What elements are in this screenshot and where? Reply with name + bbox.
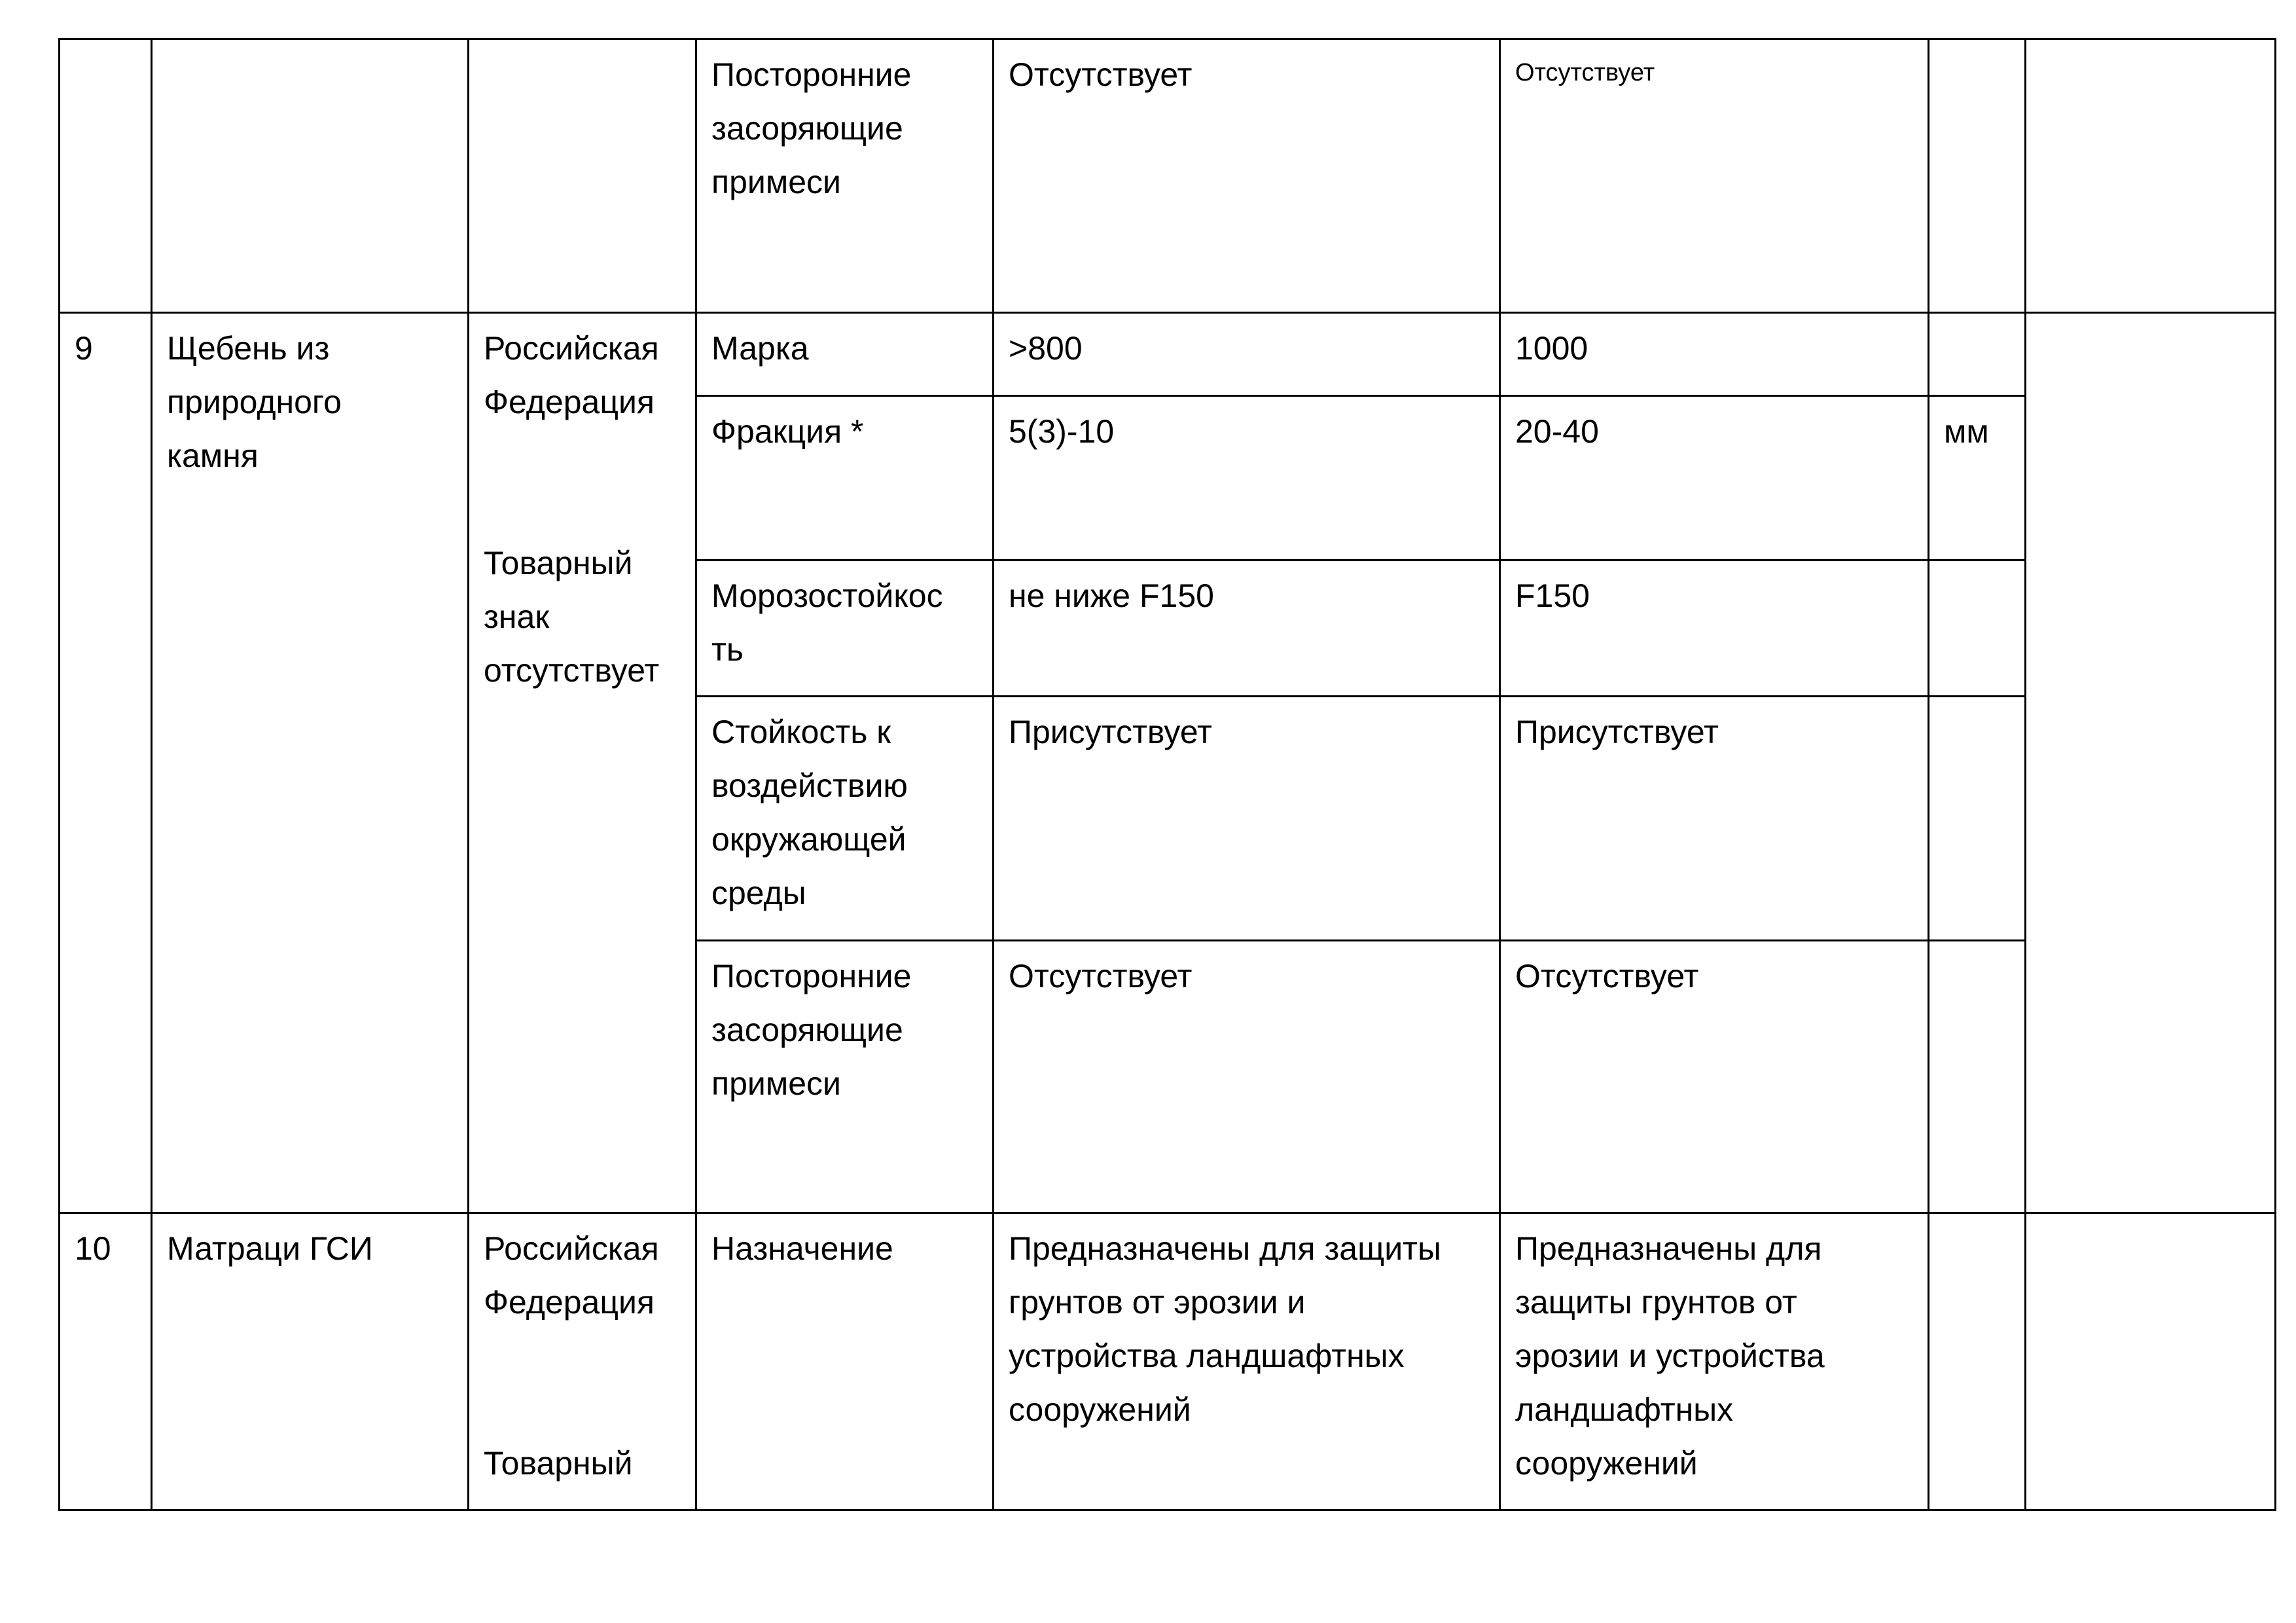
required-value: 5(3)-10 — [1009, 413, 1115, 450]
cell-unit — [1929, 560, 2026, 697]
cell-extra — [2026, 313, 2276, 1213]
country-of-origin: Российская Федерация — [484, 1230, 659, 1321]
cell-offered — [1500, 39, 1929, 313]
spec-table — [58, 38, 2276, 1511]
cell-extra — [2026, 39, 2276, 313]
cell-required — [994, 39, 1500, 313]
cell-product — [152, 313, 469, 1213]
offered-value: F150 — [1515, 577, 1590, 614]
cell-unit — [1929, 39, 2026, 313]
offered-value: Отсутствует — [1515, 958, 1699, 994]
cell-param-name — [696, 39, 994, 313]
cell-param-name — [696, 313, 994, 396]
cell-unit — [1929, 396, 2026, 560]
cell-required — [994, 1213, 1500, 1510]
cell-product — [152, 1213, 469, 1510]
cell-required — [994, 560, 1500, 697]
cell-num — [60, 39, 152, 313]
item-number: 9 — [75, 330, 93, 367]
cell-required — [994, 396, 1500, 560]
required-value: Отсутствует — [1009, 958, 1193, 994]
cell-unit — [1929, 697, 2026, 941]
required-value: Отсутствует — [1009, 56, 1193, 93]
param-name: Стойкость к воздействию окружающей среды — [711, 714, 908, 911]
cell-num — [60, 313, 152, 1213]
offered-value: 1000 — [1515, 330, 1588, 367]
required-value: Присутствует — [1009, 714, 1212, 750]
cell-offered — [1500, 560, 1929, 697]
table-row — [60, 1213, 2276, 1510]
cell-unit — [1929, 1213, 2026, 1510]
cell-param-name — [696, 941, 994, 1213]
cell-offered — [1500, 697, 1929, 941]
cell-offered — [1500, 941, 1929, 1213]
cell-extra — [2026, 1213, 2276, 1510]
cell-required — [994, 697, 1500, 941]
required-value: не ниже F150 — [1009, 577, 1214, 614]
product-name: Матраци ГСИ — [167, 1230, 373, 1267]
cell-offered — [1500, 313, 1929, 396]
cell-offered — [1500, 396, 1929, 560]
item-number: 10 — [75, 1230, 111, 1267]
unit: мм — [1944, 413, 1989, 450]
trademark: Товарный — [484, 1445, 633, 1482]
cell-offered — [1500, 1213, 1929, 1510]
trademark: Товарный знак отсутствует — [484, 545, 660, 689]
cell-param-name — [696, 396, 994, 560]
cell-unit — [1929, 941, 2026, 1213]
offered-value: Отсутствует — [1515, 59, 1655, 86]
required-value: Предназначены для защиты грунтов от эрозии и устройства ландшафтных сооружений — [1009, 1230, 1441, 1428]
param-name: Назначение — [711, 1230, 893, 1267]
cell-num — [60, 1213, 152, 1510]
offered-value: Предназначены для защиты грунтов от эрозии и устройства ландшафтных сооружений — [1515, 1230, 1825, 1482]
cell-country — [469, 1213, 696, 1510]
table-row — [60, 39, 2276, 313]
cell-required — [994, 313, 1500, 396]
cell-country — [469, 313, 696, 1213]
param-name: Посторонние засоряющие примеси — [711, 56, 912, 200]
param-name: Марка — [711, 330, 809, 367]
country-of-origin: Российская Федерация — [484, 330, 659, 420]
cell-country — [469, 39, 696, 313]
cell-unit — [1929, 313, 2026, 396]
param-name: Морозостойкос ть — [711, 577, 943, 668]
cell-required — [994, 941, 1500, 1213]
cell-param-name — [696, 560, 994, 697]
cell-param-name — [696, 1213, 994, 1510]
cell-product — [152, 39, 469, 313]
required-value: >800 — [1009, 330, 1083, 367]
table-row — [60, 313, 2276, 396]
offered-value: Присутствует — [1515, 714, 1719, 750]
product-name: Щебень из природного камня — [167, 330, 342, 474]
offered-value: 20-40 — [1515, 413, 1599, 450]
param-name: Фракция * — [711, 413, 864, 450]
cell-param-name — [696, 697, 994, 941]
param-name: Посторонние засоряющие примеси — [711, 958, 912, 1102]
